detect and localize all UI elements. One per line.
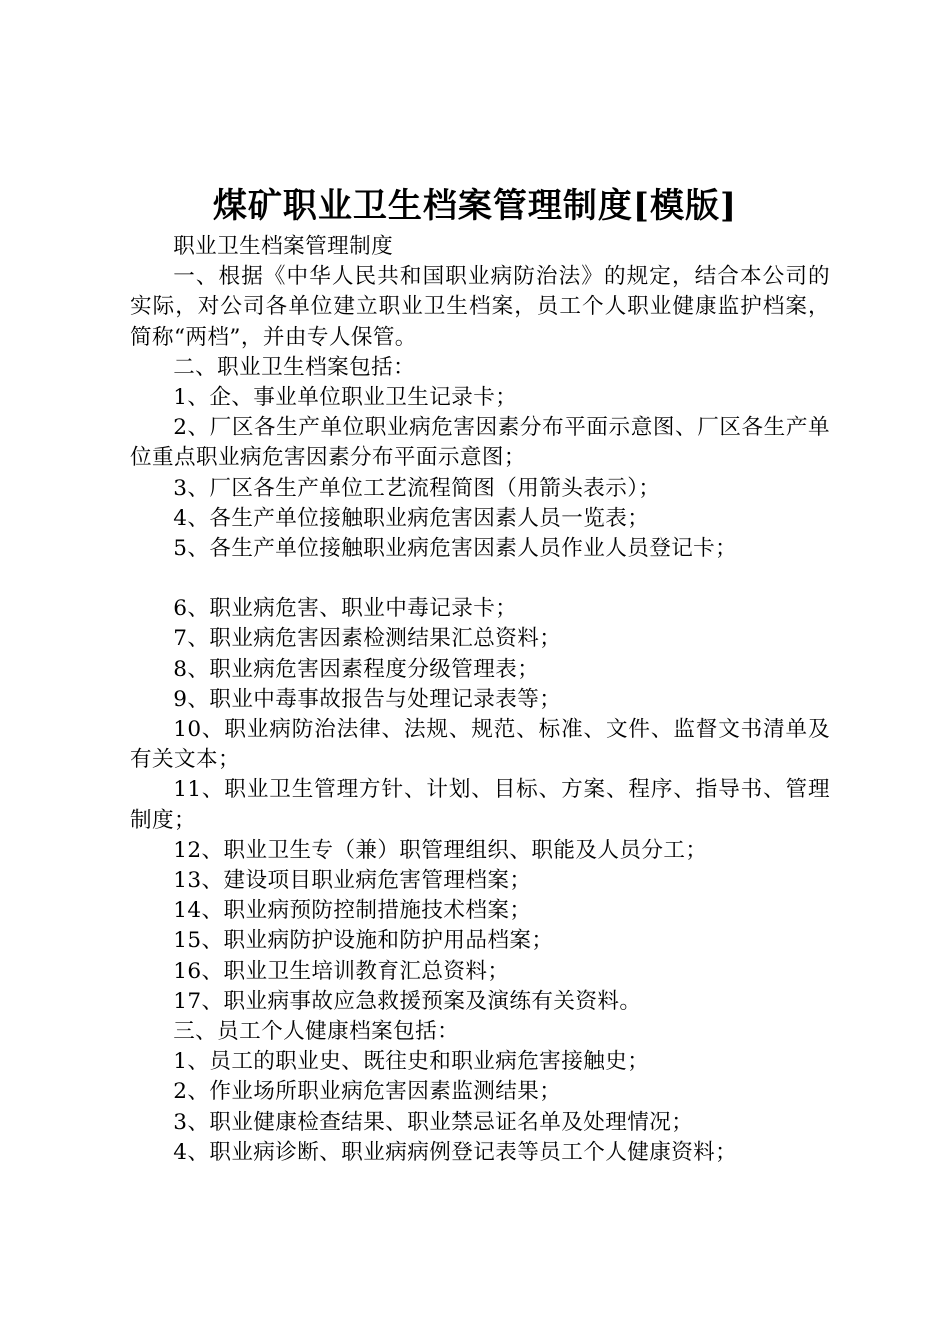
- list-item: 13、建设项目职业病危害管理档案；: [173, 868, 532, 894]
- list-item: 14、职业病预防控制措施技术档案；: [173, 898, 532, 924]
- list-item: 8、职业病危害因素程度分级管理表；: [173, 656, 540, 682]
- list-item: 10、职业病防治法律、法规、规范、标准、文件、监督文书清单及有关文本；: [130, 717, 830, 773]
- list-item: 9、职业中毒事故报告与处理记录表等；: [173, 686, 562, 712]
- list-item: 17、职业病事故应急救援预案及演练有关资料。: [173, 988, 642, 1014]
- paragraph-section-3-heading: 三、员工个人健康档案包括：: [173, 1019, 460, 1045]
- paragraph-section-2-heading: 二、职业卫生档案包括：: [173, 354, 416, 380]
- list-item: 6、职业病危害、职业中毒记录卡；: [173, 596, 518, 622]
- list-item: 3、厂区各生产单位工艺流程简图（用箭头表示）；: [173, 475, 661, 501]
- list-item: 2、作业场所职业病危害因素监测结果；: [173, 1079, 562, 1105]
- blank-line: [130, 564, 830, 594]
- document-title: 煤矿职业卫生档案管理制度[模版]: [212, 186, 738, 226]
- paragraph-section-1: 一、根据《中华人民共和国职业病防治法》的规定，结合本公司的实际，对公司各单位建立职业卫生档案，员工个人职业健康监护档案，简称“两档”，并由专人保管。: [130, 264, 830, 350]
- list-item: 16、职业卫生培训教育汇总资料；: [173, 958, 510, 984]
- list-item: 15、职业病防护设施和防护用品档案；: [173, 928, 554, 954]
- list-item: 1、员工的职业史、既往史和职业病危害接触史；: [173, 1049, 650, 1075]
- list-item: 7、职业病危害因素检测结果汇总资料；: [173, 626, 562, 652]
- list-item: 1、企、事业单位职业卫生记录卡；: [173, 385, 518, 411]
- list-item: 2、厂区各生产单位职业病危害因素分布平面示意图、厂区各生产单位重点职业病危害因素分布平面示意图；: [130, 415, 830, 471]
- document-body: [130, 232, 830, 1168]
- list-item: 4、各生产单位接触职业病危害因素人员一览表；: [173, 505, 650, 531]
- list-item: 4、职业病诊断、职业病病例登记表等员工个人健康资料；: [173, 1139, 738, 1165]
- list-item: 12、职业卫生专（兼）职管理组织、职能及人员分工；: [173, 837, 708, 863]
- paragraph-subtitle: 职业卫生档案管理制度: [173, 234, 394, 259]
- list-item: 5、各生产单位接触职业病危害因素人员作业人员登记卡；: [173, 536, 738, 562]
- list-item: 3、职业健康检查结果、职业禁忌证名单及处理情况；: [173, 1109, 694, 1135]
- list-item: 11、职业卫生管理方针、计划、目标、方案、程序、指导书、管理制度；: [130, 777, 830, 833]
